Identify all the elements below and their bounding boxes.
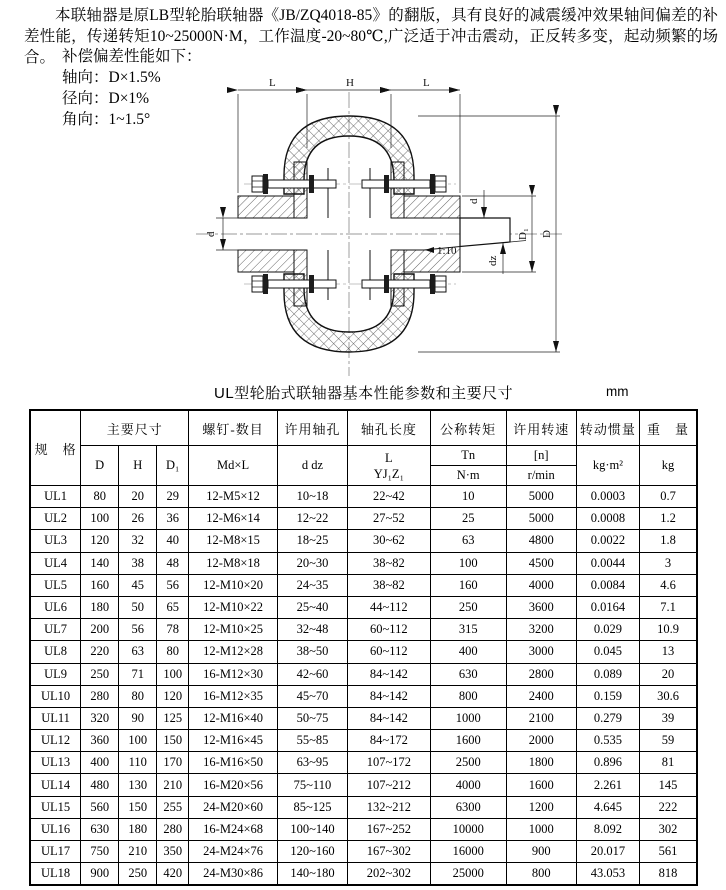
table-cell: 100 [430, 552, 506, 574]
table-row [30, 774, 697, 796]
table-row [30, 841, 697, 863]
table-cell: 90 [119, 707, 157, 729]
table-cell: 30~62 [347, 530, 430, 552]
table-cell: 6300 [430, 796, 506, 818]
row-spec-cell: UL9 [30, 663, 81, 685]
table-cell: 12-M6×14 [189, 508, 278, 530]
table-cell: 5000 [506, 508, 576, 530]
table-cell: 0.0044 [576, 552, 639, 574]
col-header-screw-spec: Md×L [189, 446, 278, 486]
col-header-bore-length: 轴孔长度 [347, 410, 430, 446]
row-spec-cell: UL11 [30, 707, 81, 729]
table-cell: 180 [81, 596, 119, 618]
table-row [30, 730, 697, 752]
table-cell: 420 [157, 863, 189, 886]
table-cell: 1000 [506, 818, 576, 840]
table-cell: 140 [81, 552, 119, 574]
table-cell: 12-M8×15 [189, 530, 278, 552]
table-cell: 750 [81, 841, 119, 863]
table-cell: 60~112 [347, 641, 430, 663]
table-cell: 0.159 [576, 685, 639, 707]
table-cell: 280 [81, 685, 119, 707]
table-cell: 120 [81, 530, 119, 552]
table-cell: 107~172 [347, 752, 430, 774]
dim-label-l-left: L [269, 77, 276, 89]
table-cell: 302 [640, 818, 697, 840]
table-cell: 250 [119, 863, 157, 886]
table-row [30, 796, 697, 818]
table-cell: 250 [81, 663, 119, 685]
table-cell: 10~18 [277, 486, 347, 508]
table-cell: 22~42 [347, 486, 430, 508]
table-cell: 0.896 [576, 752, 639, 774]
coupling-spec-table [29, 409, 698, 886]
dim-label-d1: D₁ [517, 228, 529, 240]
compensation-title: 补偿偏差性能如下： [62, 48, 202, 65]
table-cell: 120~160 [277, 841, 347, 863]
table-cell: 0.535 [576, 730, 639, 752]
table-cell: 160 [81, 574, 119, 596]
table-cell: 2400 [506, 685, 576, 707]
compensation-line-axial: 轴向：D×1.5% [62, 69, 161, 86]
table-cell: 315 [430, 619, 506, 641]
table-cell: 38~50 [277, 641, 347, 663]
table-cell: 320 [81, 707, 119, 729]
row-spec-cell: UL1 [30, 486, 81, 508]
table-cell: 25000 [430, 863, 506, 886]
table-cell: 210 [119, 841, 157, 863]
table-unit-mm: mm [606, 384, 629, 399]
dim-label-dz: dz [487, 255, 499, 266]
table-cell: 1.8 [640, 530, 697, 552]
table-row [30, 641, 697, 663]
table-cell: 480 [81, 774, 119, 796]
table-cell: 71 [119, 663, 157, 685]
table-row [30, 552, 697, 574]
table-cell: 100 [157, 663, 189, 685]
table-cell: 167~252 [347, 818, 430, 840]
col-header-speed: 许用转速 [506, 410, 576, 446]
row-spec-cell: UL3 [30, 530, 81, 552]
col-header-weight-unit: kg [640, 446, 697, 486]
table-cell: 25~40 [277, 596, 347, 618]
table-cell: 45~70 [277, 685, 347, 707]
table-cell: 63~95 [277, 752, 347, 774]
table-cell: 4500 [506, 552, 576, 574]
table-cell: 85~125 [277, 796, 347, 818]
table-cell: 38~82 [347, 574, 430, 596]
table-cell: 0.0084 [576, 574, 639, 596]
col-header-bore-sub: d dz [277, 446, 347, 486]
table-cell: 400 [430, 641, 506, 663]
table-cell: 12-M16×45 [189, 730, 278, 752]
table-cell: 400 [81, 752, 119, 774]
table-cell: 160 [430, 574, 506, 596]
table-cell: 32~48 [277, 619, 347, 641]
table-cell: 84~142 [347, 663, 430, 685]
table-cell: 900 [506, 841, 576, 863]
table-cell: 50~75 [277, 707, 347, 729]
table-cell: 4800 [506, 530, 576, 552]
table-cell: 65 [157, 596, 189, 618]
table-cell: 2800 [506, 663, 576, 685]
table-cell: 75~110 [277, 774, 347, 796]
table-cell: 818 [640, 863, 697, 886]
table-row [30, 530, 697, 552]
row-spec-cell: UL17 [30, 841, 81, 863]
table-cell: 12-M10×22 [189, 596, 278, 618]
table-row [30, 663, 697, 685]
table-cell: 55~85 [277, 730, 347, 752]
bore-length-types: YJ₁Z₁ [373, 466, 404, 481]
row-spec-cell: UL16 [30, 818, 81, 840]
table-cell: 25 [430, 508, 506, 530]
table-cell: 350 [157, 841, 189, 863]
table-cell: 0.0008 [576, 508, 639, 530]
table-cell: 3600 [506, 596, 576, 618]
col-header-D: D [81, 446, 119, 486]
table-cell: 900 [81, 863, 119, 886]
table-row [30, 685, 697, 707]
dim-label-d-right: d [468, 198, 480, 204]
table-cell: 107~212 [347, 774, 430, 796]
table-cell: 8.092 [576, 818, 639, 840]
table-cell: 42~60 [277, 663, 347, 685]
table-cell: 16-M16×50 [189, 752, 278, 774]
col-header-D1: D₁ [157, 446, 189, 486]
table-cell: 24~35 [277, 574, 347, 596]
col-header-inertia-unit: kg·m² [576, 446, 639, 486]
table-cell: 1800 [506, 752, 576, 774]
table-cell: 0.045 [576, 641, 639, 663]
row-spec-cell: UL5 [30, 574, 81, 596]
col-header-screws: 螺钉-数目 [189, 410, 278, 446]
table-cell: 3000 [506, 641, 576, 663]
table-cell: 222 [640, 796, 697, 818]
table-cell: 12-M8×18 [189, 552, 278, 574]
table-cell: 45 [119, 574, 157, 596]
row-spec-cell: UL7 [30, 619, 81, 641]
row-spec-cell: UL18 [30, 863, 81, 886]
intro-paragraph: 本联轴器是原LB型轮胎联轴器《JB/ZQ4018-85》的翻版，具有良好的减震缓冲效果轴间偏差的补差性能，传递转矩10~25000N·M，工作温度-20~80℃,广泛适于冲击震动，正反转多变，起动频繁的场合。 [24, 7, 718, 66]
table-cell: 43.053 [576, 863, 639, 886]
table-cell: 3200 [506, 619, 576, 641]
table-cell: 16-M12×35 [189, 685, 278, 707]
table-cell: 26 [119, 508, 157, 530]
dim-label-h: H [346, 77, 354, 89]
table-cell: 1000 [430, 707, 506, 729]
table-cell: 561 [640, 841, 697, 863]
table-cell: 1.2 [640, 508, 697, 530]
table-cell: 10.9 [640, 619, 697, 641]
compensation-line-radial: 径向：D×1% [62, 90, 150, 107]
table-cell: 100 [119, 730, 157, 752]
table-cell: 0.0003 [576, 486, 639, 508]
table-cell: 0.089 [576, 663, 639, 685]
table-row [30, 574, 697, 596]
col-header-inertia: 转动惯量 [576, 410, 639, 446]
table-cell: 7.1 [640, 596, 697, 618]
table-cell: 255 [157, 796, 189, 818]
table-cell: 50 [119, 596, 157, 618]
table-cell: 0.279 [576, 707, 639, 729]
table-cell: 220 [81, 641, 119, 663]
table-cell: 4.645 [576, 796, 639, 818]
row-spec-cell: UL13 [30, 752, 81, 774]
table-cell: 1600 [506, 774, 576, 796]
table-cell: 38~82 [347, 552, 430, 574]
table-cell: 2500 [430, 752, 506, 774]
row-spec-cell: UL12 [30, 730, 81, 752]
col-header-torque: 公称转矩 [430, 410, 506, 446]
table-cell: 3 [640, 552, 697, 574]
table-cell: 63 [119, 641, 157, 663]
table-cell: 24-M24×76 [189, 841, 278, 863]
coupling-cross-section-drawing [106, 76, 586, 382]
table-cell: 630 [81, 818, 119, 840]
table-cell: 59 [640, 730, 697, 752]
table-cell: 202~302 [347, 863, 430, 886]
table-row [30, 818, 697, 840]
col-header-main-dims: 主要尺寸 [81, 410, 189, 446]
col-header-bore-length-sub [347, 446, 430, 486]
table-cell: 12-M5×12 [189, 486, 278, 508]
table-cell: 78 [157, 619, 189, 641]
row-spec-cell: UL10 [30, 685, 81, 707]
row-spec-cell: UL8 [30, 641, 81, 663]
col-header-torque-symbol: Tn [430, 446, 506, 466]
table-cell: 250 [430, 596, 506, 618]
table-cell: 0.7 [640, 486, 697, 508]
table-cell: 32 [119, 530, 157, 552]
table-cell: 20 [119, 486, 157, 508]
table-cell: 18~25 [277, 530, 347, 552]
table-cell: 84~142 [347, 707, 430, 729]
table-cell: 170 [157, 752, 189, 774]
row-spec-cell: UL14 [30, 774, 81, 796]
table-row [30, 863, 697, 886]
table-cell: 4000 [506, 574, 576, 596]
table-cell: 44~112 [347, 596, 430, 618]
table-cell: 1200 [506, 796, 576, 818]
row-spec-cell: UL15 [30, 796, 81, 818]
table-cell: 63 [430, 530, 506, 552]
table-cell: 210 [157, 774, 189, 796]
table-cell: 12-M10×25 [189, 619, 278, 641]
table-cell: 140~180 [277, 863, 347, 886]
table-cell: 280 [157, 818, 189, 840]
row-spec-cell: UL6 [30, 596, 81, 618]
table-cell: 13 [640, 641, 697, 663]
col-header-weight: 重 量 [640, 410, 697, 446]
table-cell: 2100 [506, 707, 576, 729]
table-row [30, 596, 697, 618]
table-cell: 16000 [430, 841, 506, 863]
table-cell: 16-M12×30 [189, 663, 278, 685]
table-cell: 10000 [430, 818, 506, 840]
table-cell: 12-M16×40 [189, 707, 278, 729]
table-cell: 84~172 [347, 730, 430, 752]
table-cell: 10 [430, 486, 506, 508]
table-cell: 24-M30×86 [189, 863, 278, 886]
table-cell: 150 [119, 796, 157, 818]
table-cell: 4000 [430, 774, 506, 796]
table-cell: 12~22 [277, 508, 347, 530]
table-cell: 60~112 [347, 619, 430, 641]
table-cell: 630 [430, 663, 506, 685]
dim-label-big-d: D [541, 230, 553, 238]
bore-length-symbol: L [385, 450, 393, 465]
table-cell: 36 [157, 508, 189, 530]
table-cell: 0.029 [576, 619, 639, 641]
table-cell: 100~140 [277, 818, 347, 840]
table-cell: 150 [157, 730, 189, 752]
col-header-bore: 许用轴孔 [277, 410, 347, 446]
table-cell: 560 [81, 796, 119, 818]
table-cell: 16-M20×56 [189, 774, 278, 796]
table-title: UL型轮胎式联轴器基本性能参数和主要尺寸 [214, 385, 514, 402]
table-cell: 12-M10×20 [189, 574, 278, 596]
table-cell: 20~30 [277, 552, 347, 574]
table-cell: 40 [157, 530, 189, 552]
table-cell: 20 [640, 663, 697, 685]
col-header-speed-symbol: [n] [506, 446, 576, 466]
col-header-speed-unit: r/min [506, 466, 576, 486]
table-cell: 80 [119, 685, 157, 707]
table-cell: 125 [157, 707, 189, 729]
table-cell: 0.0164 [576, 596, 639, 618]
col-header-spec: 规 格 [30, 410, 81, 486]
table-cell: 0.0022 [576, 530, 639, 552]
table-cell: 38 [119, 552, 157, 574]
table-cell: 48 [157, 552, 189, 574]
row-spec-cell: UL2 [30, 508, 81, 530]
table-cell: 5000 [506, 486, 576, 508]
table-cell: 110 [119, 752, 157, 774]
table-cell: 81 [640, 752, 697, 774]
table-cell: 24-M20×60 [189, 796, 278, 818]
table-cell: 130 [119, 774, 157, 796]
col-header-H: H [119, 446, 157, 486]
table-row [30, 707, 697, 729]
dim-label-d-left: d [205, 231, 217, 237]
table-cell: 120 [157, 685, 189, 707]
col-header-torque-unit: N·m [430, 466, 506, 486]
compensation-line-angular: 角向：1~1.5° [62, 111, 151, 128]
table-cell: 145 [640, 774, 697, 796]
table-cell: 200 [81, 619, 119, 641]
table-cell: 30.6 [640, 685, 697, 707]
table-cell: 2.261 [576, 774, 639, 796]
table-cell: 360 [81, 730, 119, 752]
table-cell: 100 [81, 508, 119, 530]
table-cell: 80 [157, 641, 189, 663]
table-cell: 20.017 [576, 841, 639, 863]
table-cell: 2000 [506, 730, 576, 752]
table-cell: 4.6 [640, 574, 697, 596]
table-cell: 56 [157, 574, 189, 596]
table-cell: 12-M12×28 [189, 641, 278, 663]
table-cell: 80 [81, 486, 119, 508]
table-row [30, 508, 697, 530]
table-cell: 132~212 [347, 796, 430, 818]
taper-label: 1:10 [437, 245, 457, 257]
table-cell: 29 [157, 486, 189, 508]
table-row [30, 619, 697, 641]
row-spec-cell: UL4 [30, 552, 81, 574]
table-row [30, 752, 697, 774]
dim-label-l-right: L [423, 77, 430, 89]
table-cell: 180 [119, 818, 157, 840]
table-cell: 56 [119, 619, 157, 641]
table-cell: 39 [640, 707, 697, 729]
table-row [30, 486, 697, 508]
table-body [30, 486, 697, 886]
table-cell: 1600 [430, 730, 506, 752]
table-cell: 84~142 [347, 685, 430, 707]
table-cell: 800 [506, 863, 576, 886]
table-cell: 27~52 [347, 508, 430, 530]
table-cell: 16-M24×68 [189, 818, 278, 840]
table-cell: 167~302 [347, 841, 430, 863]
table-cell: 800 [430, 685, 506, 707]
